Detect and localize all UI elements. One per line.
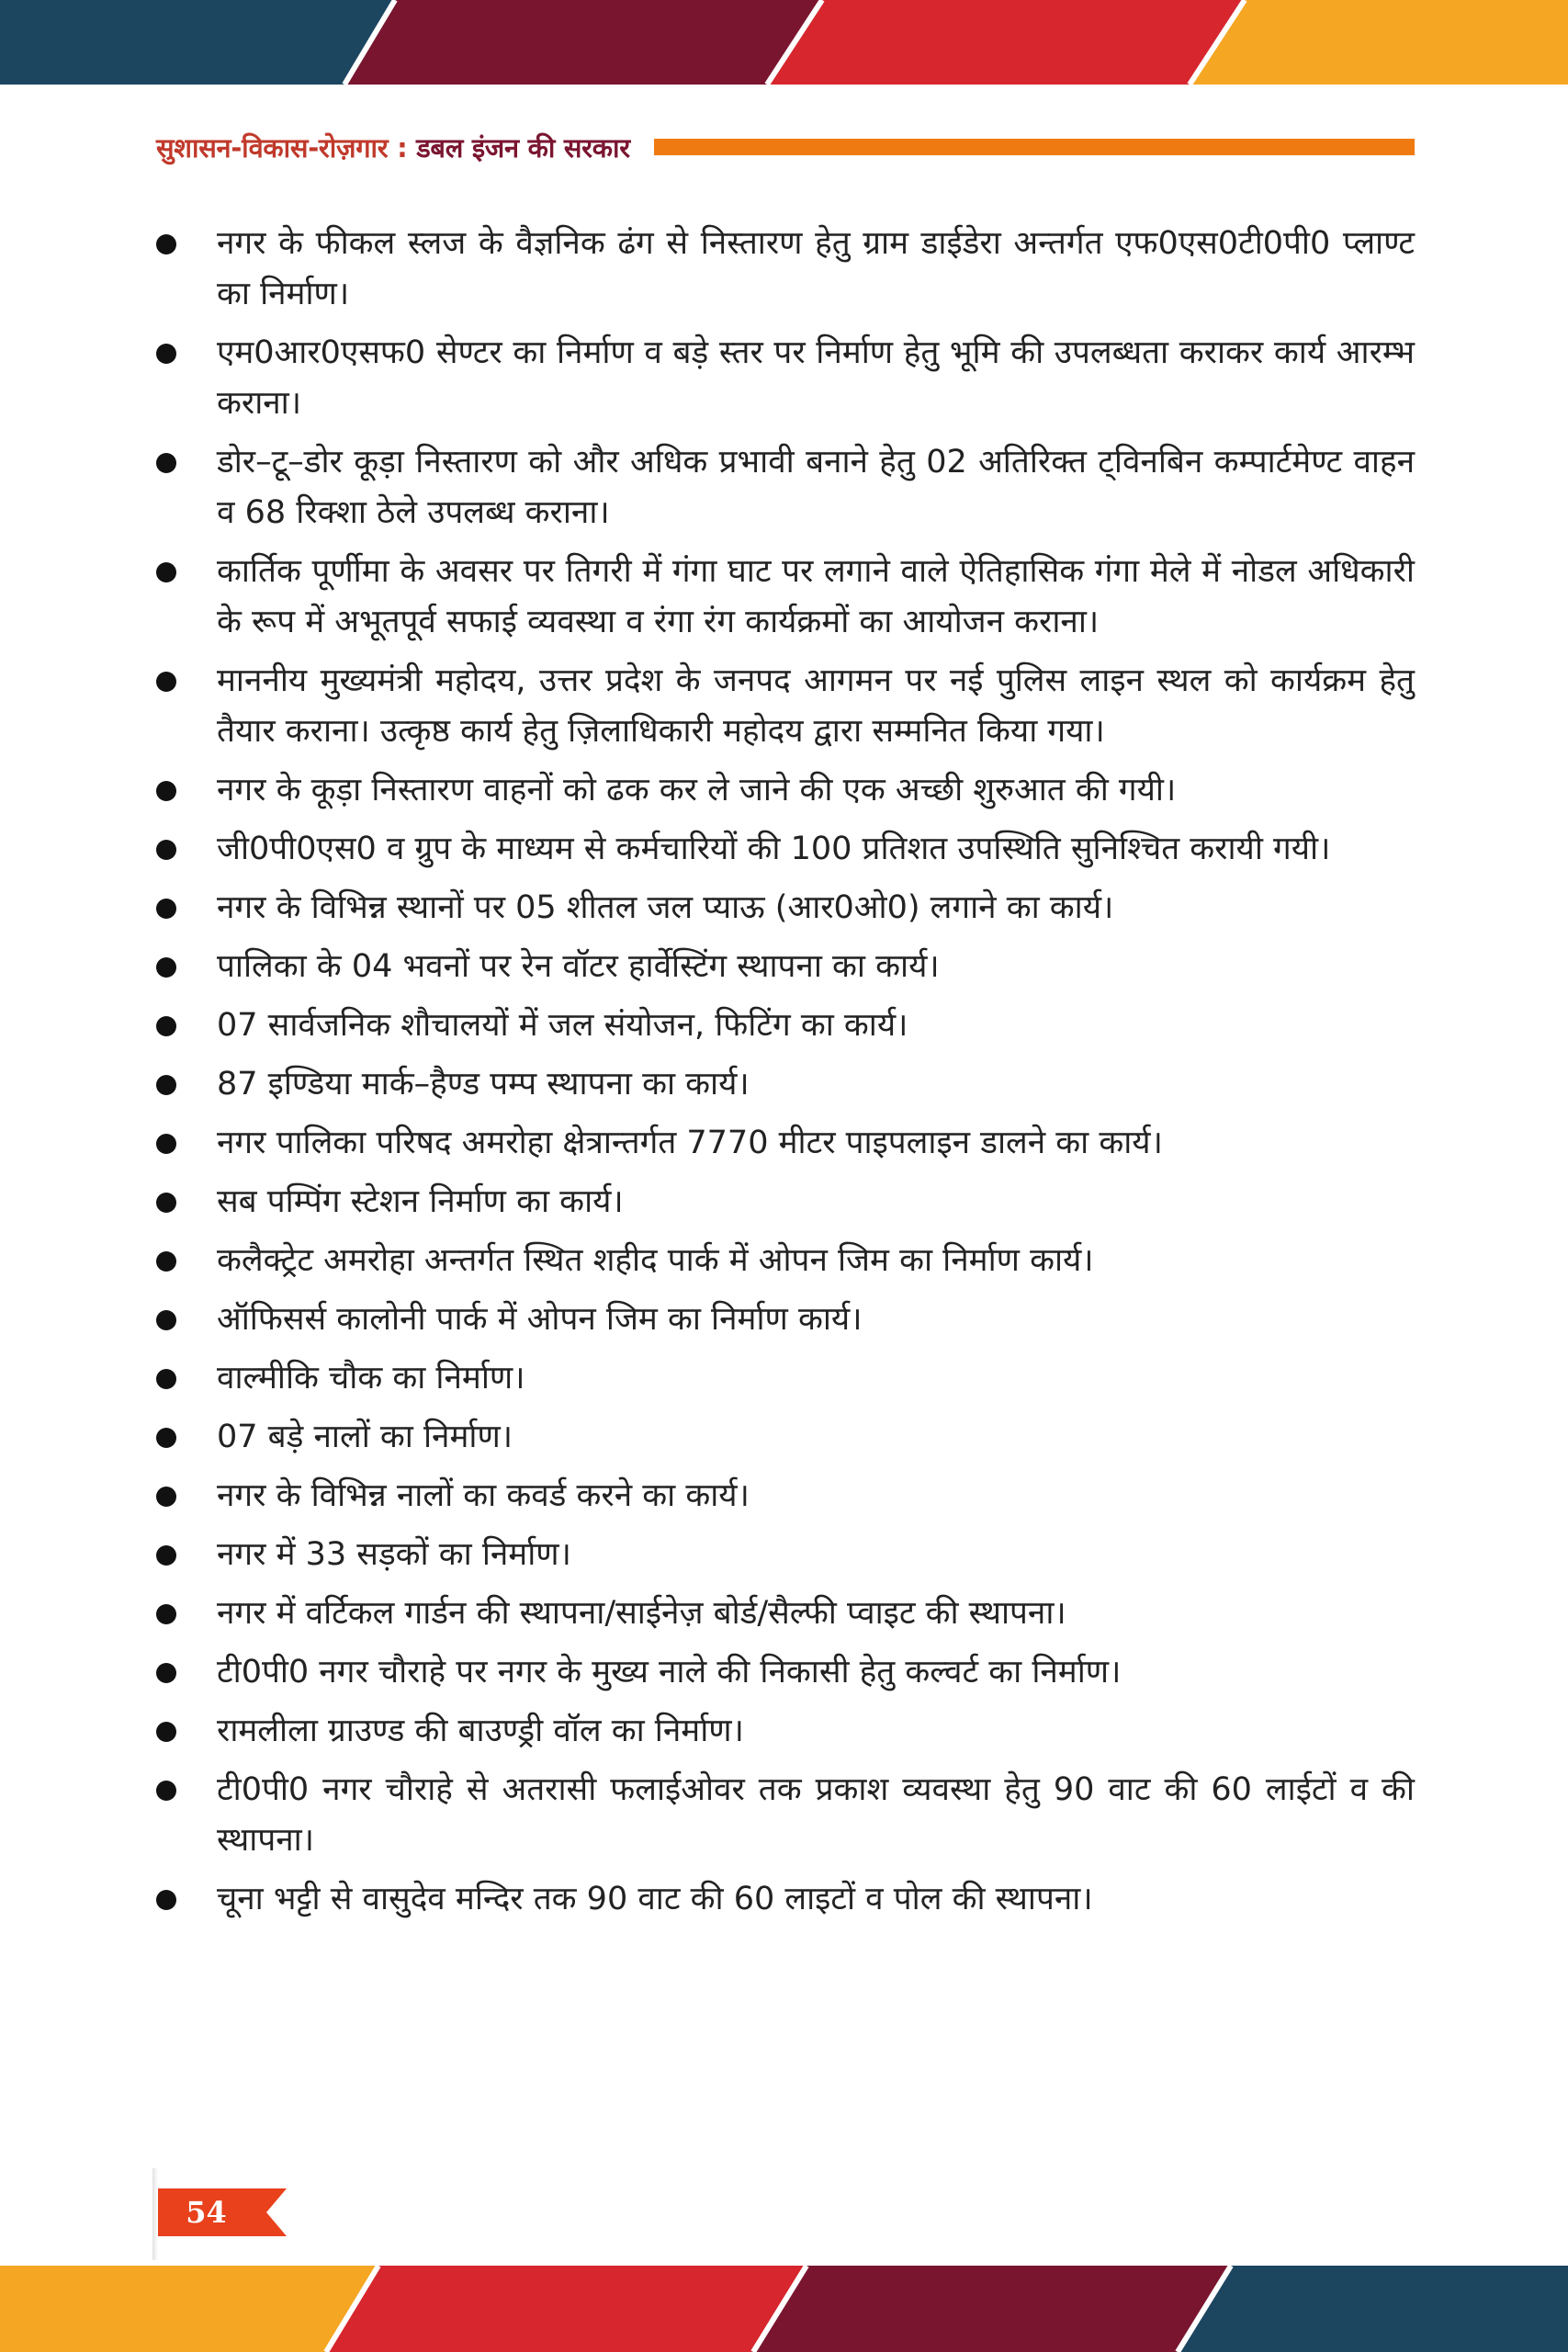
list-item-text: एम0आर0एसफ0 सेण्टर का निर्माण व बड़े स्तर पर निर्माण हेतु भूमि की उपलब्धता कराकर कार्य आरम्भ कराना। [217, 334, 1415, 422]
bullet-icon [156, 1487, 176, 1507]
list-item-text: ऑफिसर्स कालोनी पार्क में ओपन जिम का निर्माण कार्य। [217, 1301, 863, 1338]
list-item-text: टी0पी0 नगर चौराहे पर नगर के मुख्य नाले की निकासी हेतु कल्वर्ट का निर्माण। [217, 1654, 1122, 1690]
bullet-icon [156, 1722, 176, 1742]
running-header [156, 125, 1415, 169]
bullet-icon [156, 672, 176, 692]
bullet-icon [156, 781, 176, 801]
bullet-icon [156, 899, 176, 919]
list-item [154, 942, 1415, 992]
bullet-icon [156, 234, 176, 254]
top-color-band [0, 0, 1568, 85]
bullet-icon [156, 1604, 176, 1624]
list-item [154, 1353, 1415, 1404]
page-number: 54 [186, 2195, 227, 2230]
red-stripe [767, 0, 1245, 85]
list-item-text: नगर के फीकल स्लज के वैज्ञनिक ढंग से निस्तारण हेतु ग्राम डाईडेरा अन्तर्गत एफ0एस0टी0पी0 प्लाण्ट का निर्माण। [217, 225, 1415, 312]
orange-stripe-bottom [0, 2266, 378, 2352]
bullet-icon [156, 1428, 176, 1448]
page-number-tab [158, 2188, 287, 2236]
list-item [154, 437, 1415, 538]
bullet-icon [156, 562, 176, 582]
list-item-text: जी0पी0एस0 व ग्रुप के माध्यम से कर्मचारियों की 100 प्रतिशत उपस्थिति सुनिश्चित करायी गयी। [217, 831, 1331, 867]
list-item [154, 656, 1415, 757]
list-item-text: नगर के कूड़ा निस्तारण वाहनों को ढक कर ले जाने की एक अच्छी शुरुआत की गयी। [217, 772, 1177, 808]
maroon-stripe-bottom [753, 2266, 1231, 2352]
navy-stripe-bottom [1178, 2266, 1568, 2352]
list-item [154, 1236, 1415, 1286]
list-item-text: 07 बड़े नालों का निर्माण। [217, 1419, 513, 1455]
list-item [154, 1177, 1415, 1227]
list-item-text: चूना भट्टी से वासुदेव मन्दिर तक 90 वाट की 60 लाइटों व पोल की स्थापना। [217, 1881, 1093, 1917]
bottom-color-band [0, 2266, 1568, 2352]
list-item-text: नगर में 33 सड़कों का निर्माण। [217, 1536, 571, 1573]
bullet-icon [156, 1134, 176, 1154]
list-item [154, 1874, 1415, 1925]
list-item-text: टी0पी0 नगर चौराहे से अतरासी फलाईओवर तक प्रकाश व्यवस्था हेतु 90 वाट की 60 लाईटों व की स्थापना। [217, 1771, 1415, 1859]
list-item [154, 1412, 1415, 1463]
list-item [154, 765, 1415, 816]
header-title-part2: डबल इंजन की सरकार [416, 131, 630, 164]
list-item [154, 824, 1415, 875]
list-item-text: सब पम्पिंग स्टेशन निर्माण का कार्य। [217, 1183, 624, 1220]
header-rule [654, 139, 1415, 155]
list-item [154, 883, 1415, 933]
bullet-icon [156, 1369, 176, 1389]
list-item [154, 1471, 1415, 1521]
list-item-text: रामलीला ग्राउण्ड की बाउण्ड्री वॉल का निर्माण। [217, 1713, 744, 1749]
list-item [154, 1118, 1415, 1169]
bullet-icon [156, 1193, 176, 1213]
bullet-icon [156, 1016, 176, 1036]
list-item [154, 1765, 1415, 1866]
list-item [154, 1530, 1415, 1580]
bullet-icon [156, 1310, 176, 1330]
red-stripe-bottom [326, 2266, 807, 2352]
list-item-text: नगर के विभिन्न नालों का कवर्ड करने का कार्य। [217, 1477, 750, 1514]
bullet-icon [156, 1663, 176, 1683]
list-item [154, 1059, 1415, 1110]
bullet-icon [156, 1890, 176, 1910]
list-item-text: डोर–टू–डोर कूड़ा निस्तारण को और अधिक प्रभावी बनाने हेतु 02 अतिरिक्त ट्विनबिन कम्पार्टमेण्ट वाहन व 68 रिक्शा ठेले उपलब्ध कराना। [217, 444, 1415, 531]
list-item [154, 1647, 1415, 1698]
list-item-text: कार्तिक पूर्णीमा के अवसर पर तिगरी में गंगा घाट पर लगाने वाले ऐतिहासिक गंगा मेले में नोडल अधिकारी के रूप में अभूतपूर्व सफाई व्यवस्था व रंगा रंग कार्यक्रमों का आयोजन कराना। [217, 553, 1415, 640]
list-item-text: 87 इण्डिया मार्क–हैण्ड पम्प स्थापना का कार्य। [217, 1066, 750, 1102]
bullet-icon [156, 453, 176, 473]
list-item [154, 219, 1415, 320]
bullet-icon [156, 957, 176, 978]
list-item-text: माननीय मुख्यमंत्री महोदय, उत्तर प्रदेश के जनपद आगमन पर नई पुलिस लाइन स्थल को कार्यक्रम हेतु तैयार कराना। उत्कृष्ठ कार्य हेतु ज़िलाधिकारी महोदय द्वारा सम्मनित किया गया। [217, 662, 1415, 750]
bullet-icon [156, 1075, 176, 1095]
list-item [154, 1589, 1415, 1639]
list-item-text: नगर पालिका परिषद अमरोहा क्षेत्रान्तर्गत 7770 मीटर पाइपलाइन डालने का कार्य। [217, 1125, 1163, 1161]
bullet-icon [156, 1251, 176, 1272]
achievement-list [154, 219, 1415, 1933]
list-item [154, 328, 1415, 429]
list-item-text: वाल्मीकि चौक का निर्माण। [217, 1360, 525, 1396]
header-title [156, 130, 630, 165]
list-item-text: पालिका के 04 भवनों पर रेन वॉटर हार्वेस्टिंग स्थापना का कार्य। [217, 948, 940, 985]
bullet-icon [156, 1545, 176, 1566]
header-title-part1: सुशासन-विकास-रोज़गार : [156, 131, 417, 164]
bullet-icon [156, 1781, 176, 1801]
maroon-stripe [344, 0, 822, 85]
list-item-text: कलैक्ट्रेट अमरोहा अन्तर्गत स्थित शहीद पार्क में ओपन जिम का निर्माण कार्य। [217, 1242, 1094, 1279]
bullet-icon [156, 840, 176, 860]
list-item-text: नगर के विभिन्न स्थानों पर 05 शीतल जल प्याऊ (आर0ओ0) लगाने का कार्य। [217, 889, 1114, 926]
navy-stripe [0, 0, 395, 85]
bullet-icon [156, 344, 176, 364]
list-item [154, 1706, 1415, 1757]
list-item [154, 1001, 1415, 1051]
list-item-text: 07 सार्वजनिक शौचालयों में जल संयोजन, फिटिंग का कार्य। [217, 1007, 908, 1044]
list-item [154, 1295, 1415, 1345]
list-item [154, 547, 1415, 648]
orange-stripe [1190, 0, 1568, 85]
list-item-text: नगर में वर्टिकल गार्डन की स्थापना/साईनेज़ बोर्ड/सैल्फी प्वाइट की स्थापना। [217, 1595, 1066, 1632]
